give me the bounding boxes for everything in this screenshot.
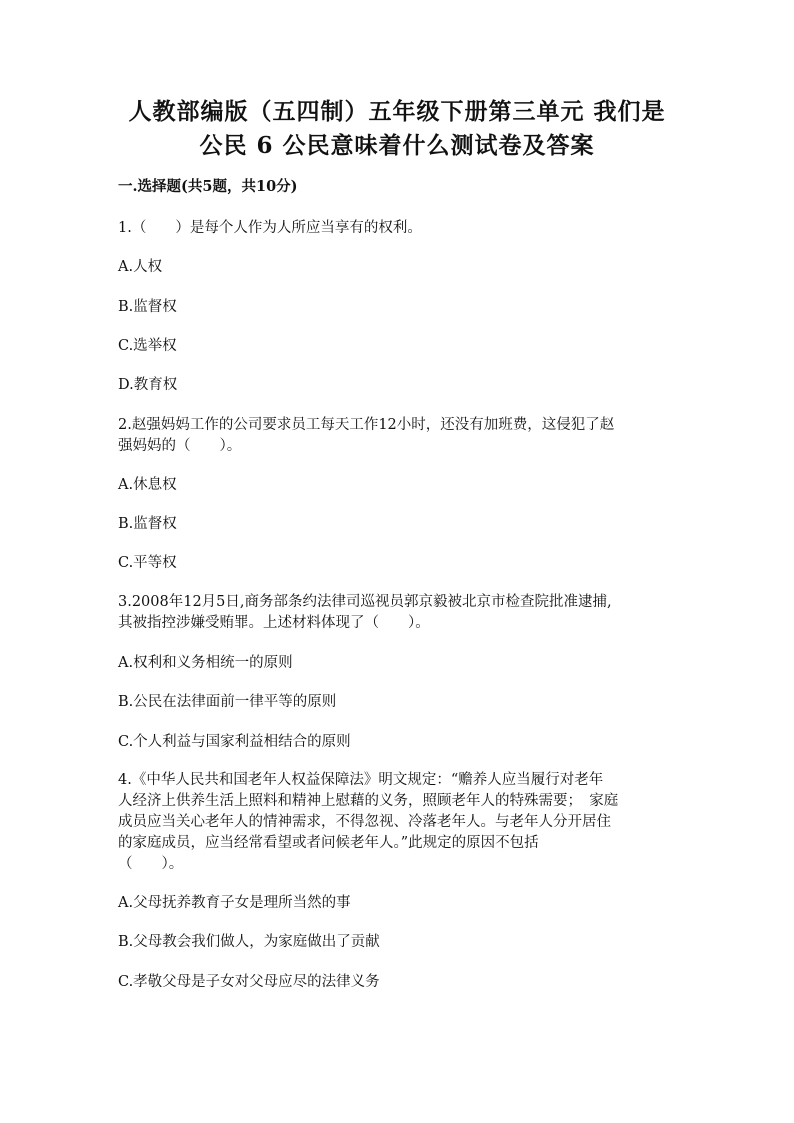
question-3-option-a: A.权利和义务相统一的原则 — [118, 655, 293, 671]
question-4-stem-line-4: 的家庭成员，应当经常看望或者问候老年人。”此规定的原因不包括 — [118, 835, 539, 851]
question-2-stem-line-1: 2.赵强妈妈工作的公司要求员工每天工作12小时，还没有加班费，这侵犯了赵 — [118, 417, 615, 433]
question-1-option-a: A.人权 — [118, 259, 163, 275]
question-1-stem: 1.（ ）是每个人作为人所应当享有的权利。 — [118, 220, 422, 236]
question-4-option-a: A.父母抚养教育子女是理所当然的事 — [118, 895, 351, 911]
question-4-stem-line-2: 人经济上供养生活上照料和精神上慰藉的义务，照顾老年人的特殊需要； 家庭 — [118, 793, 619, 809]
question-1-option-b: B.监督权 — [118, 299, 177, 315]
question-2-stem-line-2: 强妈妈的（ ）。 — [118, 438, 242, 454]
question-3-option-b: B.公民在法律面前一律平等的原则 — [118, 694, 337, 710]
question-4-option-c: C.孝敬父母是子女对父母应尽的法律义务 — [118, 974, 380, 990]
question-3-option-c: C.个人利益与国家利益相结合的原则 — [118, 734, 351, 750]
question-2-option-c: C.平等权 — [118, 555, 177, 571]
document-title-line-1: 人教部编版（五四制）五年级下册第三单元 我们是 — [128, 98, 666, 125]
question-4-stem-line-3: 成员应当关心老年人的情神需求，不得忽视、冷落老年人。与老年人分开居住 — [118, 814, 611, 830]
question-3-stem-line-2: 其被指控涉嫌受贿罪。上述材料体现了（ ）。 — [118, 615, 430, 631]
question-4-option-b: B.父母教会我们做人，为家庭做出了贡献 — [118, 934, 380, 950]
question-1-option-d: D.教育权 — [118, 377, 178, 393]
question-3-stem-line-1: 3.2008年12月5日,商务部条约法律司巡视员郭京毅被北京市检查院批准逮捕, — [118, 594, 612, 610]
question-4-stem-line-5: （ ）。 — [118, 856, 184, 872]
question-2-option-a: A.休息权 — [118, 477, 177, 493]
question-2-option-b: B.监督权 — [118, 516, 177, 532]
document-title-line-2: 公民 6 公民意味着什么测试卷及答案 — [199, 132, 595, 159]
section-heading: 一.选择题(共5题，共10分) — [118, 178, 298, 195]
question-1-option-c: C.选举权 — [118, 338, 177, 354]
question-4-stem-line-1: 4.《中华人民共和国老年人权益保障法》明文规定：“赡养人应当履行对老年 — [118, 772, 604, 788]
